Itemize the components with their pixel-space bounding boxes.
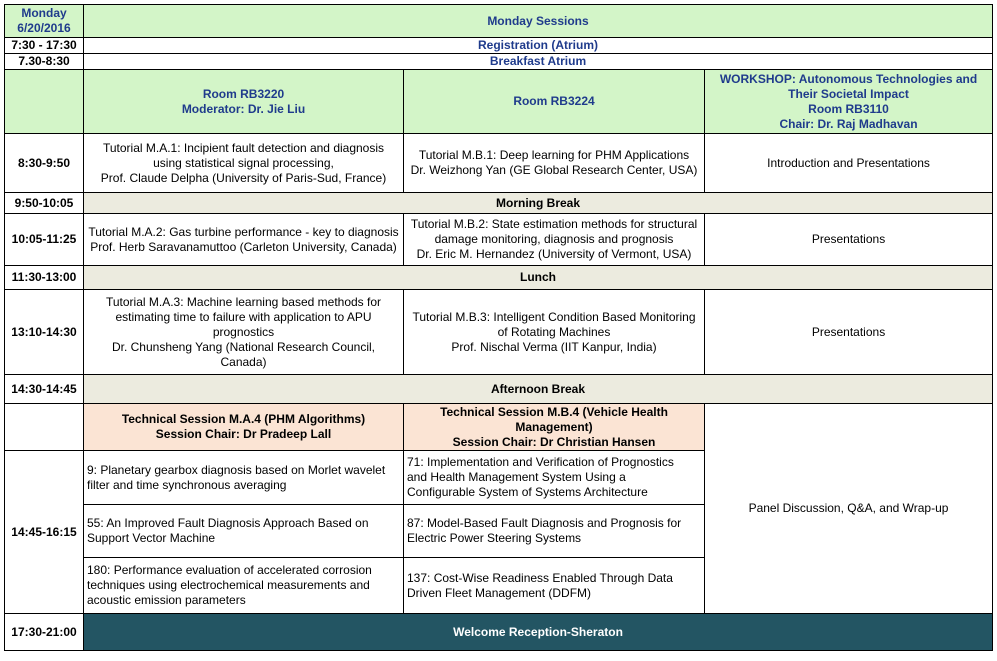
technical-mb4-title1: Technical Session M.B.4 (Vehicle Health	[440, 404, 668, 419]
paper-a-3-line2: techniques using electrochemical measurements and	[87, 578, 370, 592]
room-b-cell	[404, 70, 705, 134]
tutorial-mb2-line2: damage monitoring, diagnosis and prognosis	[434, 232, 674, 246]
tutorial-ma3-line1: Tutorial M.A.3: Machine learning based methods for	[105, 294, 382, 309]
page-title: Monday Sessions	[84, 5, 993, 38]
tutorial-ma2	[84, 214, 404, 266]
reception-text: Welcome Reception-Sheraton	[84, 614, 993, 651]
technical-ma4-chair: Session Chair: Dr Pradeep Lall	[155, 427, 332, 441]
date-label: 6/20/2016	[17, 21, 71, 35]
room-c-cell	[705, 70, 993, 134]
tutorial-mb3	[404, 290, 705, 375]
paper-b-2-line1: 87: Model-Based Fault Diagnosis and Prognosis for	[407, 516, 682, 530]
workshop-title-2: Their Societal Impact	[788, 86, 909, 101]
header-row	[5, 5, 993, 38]
workshop-slot1: Introduction and Presentations	[705, 134, 993, 193]
tutorial-mb3-line2: of Rotating Machines	[497, 324, 611, 339]
registration-row	[5, 38, 993, 54]
paper-a-1-line1: 9: Planetary gearbox diagnosis based on Morlet wavelet	[87, 462, 386, 477]
paper-a-2-line2: Support Vector Machine	[87, 531, 216, 545]
morning-break-text: Morning Break	[84, 193, 993, 214]
tutorial-ma3-line2: estimating time to failure with application to APU	[115, 309, 372, 324]
tutorial-ma3-line4: Dr. Chunsheng Yang (National Research Council,	[111, 339, 376, 354]
tutorial-ma3-line3: prognostics	[212, 324, 275, 339]
tutorial-mb2-line1: Tutorial M.B.2: State estimation methods for structural	[410, 217, 698, 231]
tutorial-mb2	[404, 214, 705, 266]
technical-session-ma4	[84, 404, 404, 451]
technical-ma4-title: Technical Session M.A.4 (PHM Algorithms)	[121, 412, 366, 426]
paper-a-3-line3: acoustic emission parameters	[87, 593, 246, 607]
rooms-time-cell	[5, 70, 84, 134]
breakfast-time: 7.30-8:30	[5, 54, 84, 70]
paper-a-3	[84, 558, 404, 614]
day-date-cell	[5, 5, 84, 38]
paper-b-1-line2: and Health Management System Using a	[407, 470, 626, 484]
slot3-row	[5, 290, 993, 375]
slot1-time: 8:30-9:50	[5, 134, 84, 193]
paper-a-1	[84, 451, 404, 505]
tutorial-ma3	[84, 290, 404, 375]
tutorial-mb2-line3: Dr. Eric M. Hernandez (University of Vermont, USA)	[416, 247, 692, 261]
afternoon-break-time: 14:30-14:45	[5, 375, 84, 404]
lunch-time: 11:30-13:00	[5, 266, 84, 290]
afternoon-break-text: Afternoon Break	[84, 375, 993, 404]
paper-b-2	[404, 505, 705, 558]
room-a-moderator: Moderator: Dr. Jie Liu	[181, 101, 306, 116]
paper-a-1-line2: filter and time synchronous averaging	[87, 477, 287, 492]
technical-time: 14:45-16:15	[5, 451, 84, 614]
tutorial-ma2-line1: Tutorial M.A.2: Gas turbine performance - key to diagnosis	[88, 224, 399, 239]
registration-time: 7:30 - 17:30	[5, 38, 84, 54]
workshop-slot2: Presentations	[705, 214, 993, 266]
room-b-name: Room RB3224	[513, 94, 595, 108]
workshop-slot3: Presentations	[705, 290, 993, 375]
room-a-name: Room RB3220	[202, 86, 285, 101]
workshop-title-1: WORKSHOP: Autonomous Technologies and	[719, 71, 978, 86]
tutorial-mb3-line3: Prof. Nischal Verma (IIT Kanpur, India)	[451, 339, 657, 354]
tutorial-ma3-line5: Canada)	[220, 354, 267, 369]
breakfast-text: Breakfast Atrium	[84, 54, 993, 70]
paper-b-2-line2: Electric Power Steering Systems	[407, 531, 582, 545]
rooms-row	[5, 70, 993, 134]
tutorial-ma1-line3: Prof. Claude Delpha (University of Paris-Sud, France)	[100, 170, 387, 185]
slot2-time: 10:05-11:25	[5, 214, 84, 266]
morning-break-row	[5, 193, 993, 214]
tutorial-mb1-line1: Tutorial M.B.1: Deep learning for PHM Applications	[418, 148, 690, 162]
technical-mb4-chair: Session Chair: Dr Christian Hansen	[452, 434, 656, 449]
slot1-row	[5, 134, 993, 193]
lunch-text: Lunch	[84, 266, 993, 290]
workshop-chair: Chair: Dr. Raj Madhavan	[779, 116, 918, 131]
paper-b-3	[404, 558, 705, 614]
room-a-cell	[84, 70, 404, 134]
schedule-table	[4, 4, 993, 651]
breakfast-row	[5, 54, 993, 70]
paper-b-3-line2: Driven Fleet Management (DDFM)	[407, 585, 592, 600]
tutorial-ma2-line2: Prof. Herb Saravanamuttoo (Carleton University, Canada)	[90, 239, 397, 254]
technical-mb4-title2: Management)	[515, 419, 593, 434]
tutorial-mb1	[404, 134, 705, 193]
workshop-room: Room RB3110	[808, 101, 889, 116]
paper-b-3-line1: 137: Cost-Wise Readiness Enabled Through Data	[407, 570, 673, 585]
morning-break-time: 9:50-10:05	[5, 193, 84, 214]
tutorial-mb1-line2: Dr. Weizhong Yan (GE Global Research Center, USA)	[410, 163, 698, 177]
tutorial-ma1	[84, 134, 404, 193]
tutorial-ma1-line2: using statistical signal processing,	[153, 155, 334, 170]
slot2-row	[5, 214, 993, 266]
reception-row	[5, 614, 993, 651]
tutorial-mb3-line1: Tutorial M.B.3: Intelligent Condition Based Monitoring	[412, 309, 696, 324]
paper-b-1-line3: Configurable System of Systems Architecture	[407, 485, 648, 499]
paper-a-2	[84, 505, 404, 558]
paper-b-1-line1: 71: Implementation and Verification of Prognostics	[407, 455, 674, 469]
paper-a-2-line1: 55: An Improved Fault Diagnosis Approach Based on	[87, 516, 369, 530]
technical-session-mb4	[404, 404, 705, 451]
registration-text: Registration (Atrium)	[84, 38, 993, 54]
lunch-row	[5, 266, 993, 290]
technical-header-row	[5, 404, 993, 451]
paper-a-3-line1: 180: Performance evaluation of accelerated corrosion	[87, 563, 372, 577]
afternoon-break-row	[5, 375, 993, 404]
day-label: Monday	[21, 6, 67, 20]
panel-discussion: Panel Discussion, Q&A, and Wrap-up	[705, 404, 993, 614]
slot3-time: 13:10-14:30	[5, 290, 84, 375]
technical-header-time	[5, 404, 84, 451]
paper-b-1	[404, 451, 705, 505]
reception-time: 17:30-21:00	[5, 614, 84, 651]
tutorial-ma1-line1: Tutorial M.A.1: Incipient fault detection and diagnosis	[102, 140, 385, 155]
